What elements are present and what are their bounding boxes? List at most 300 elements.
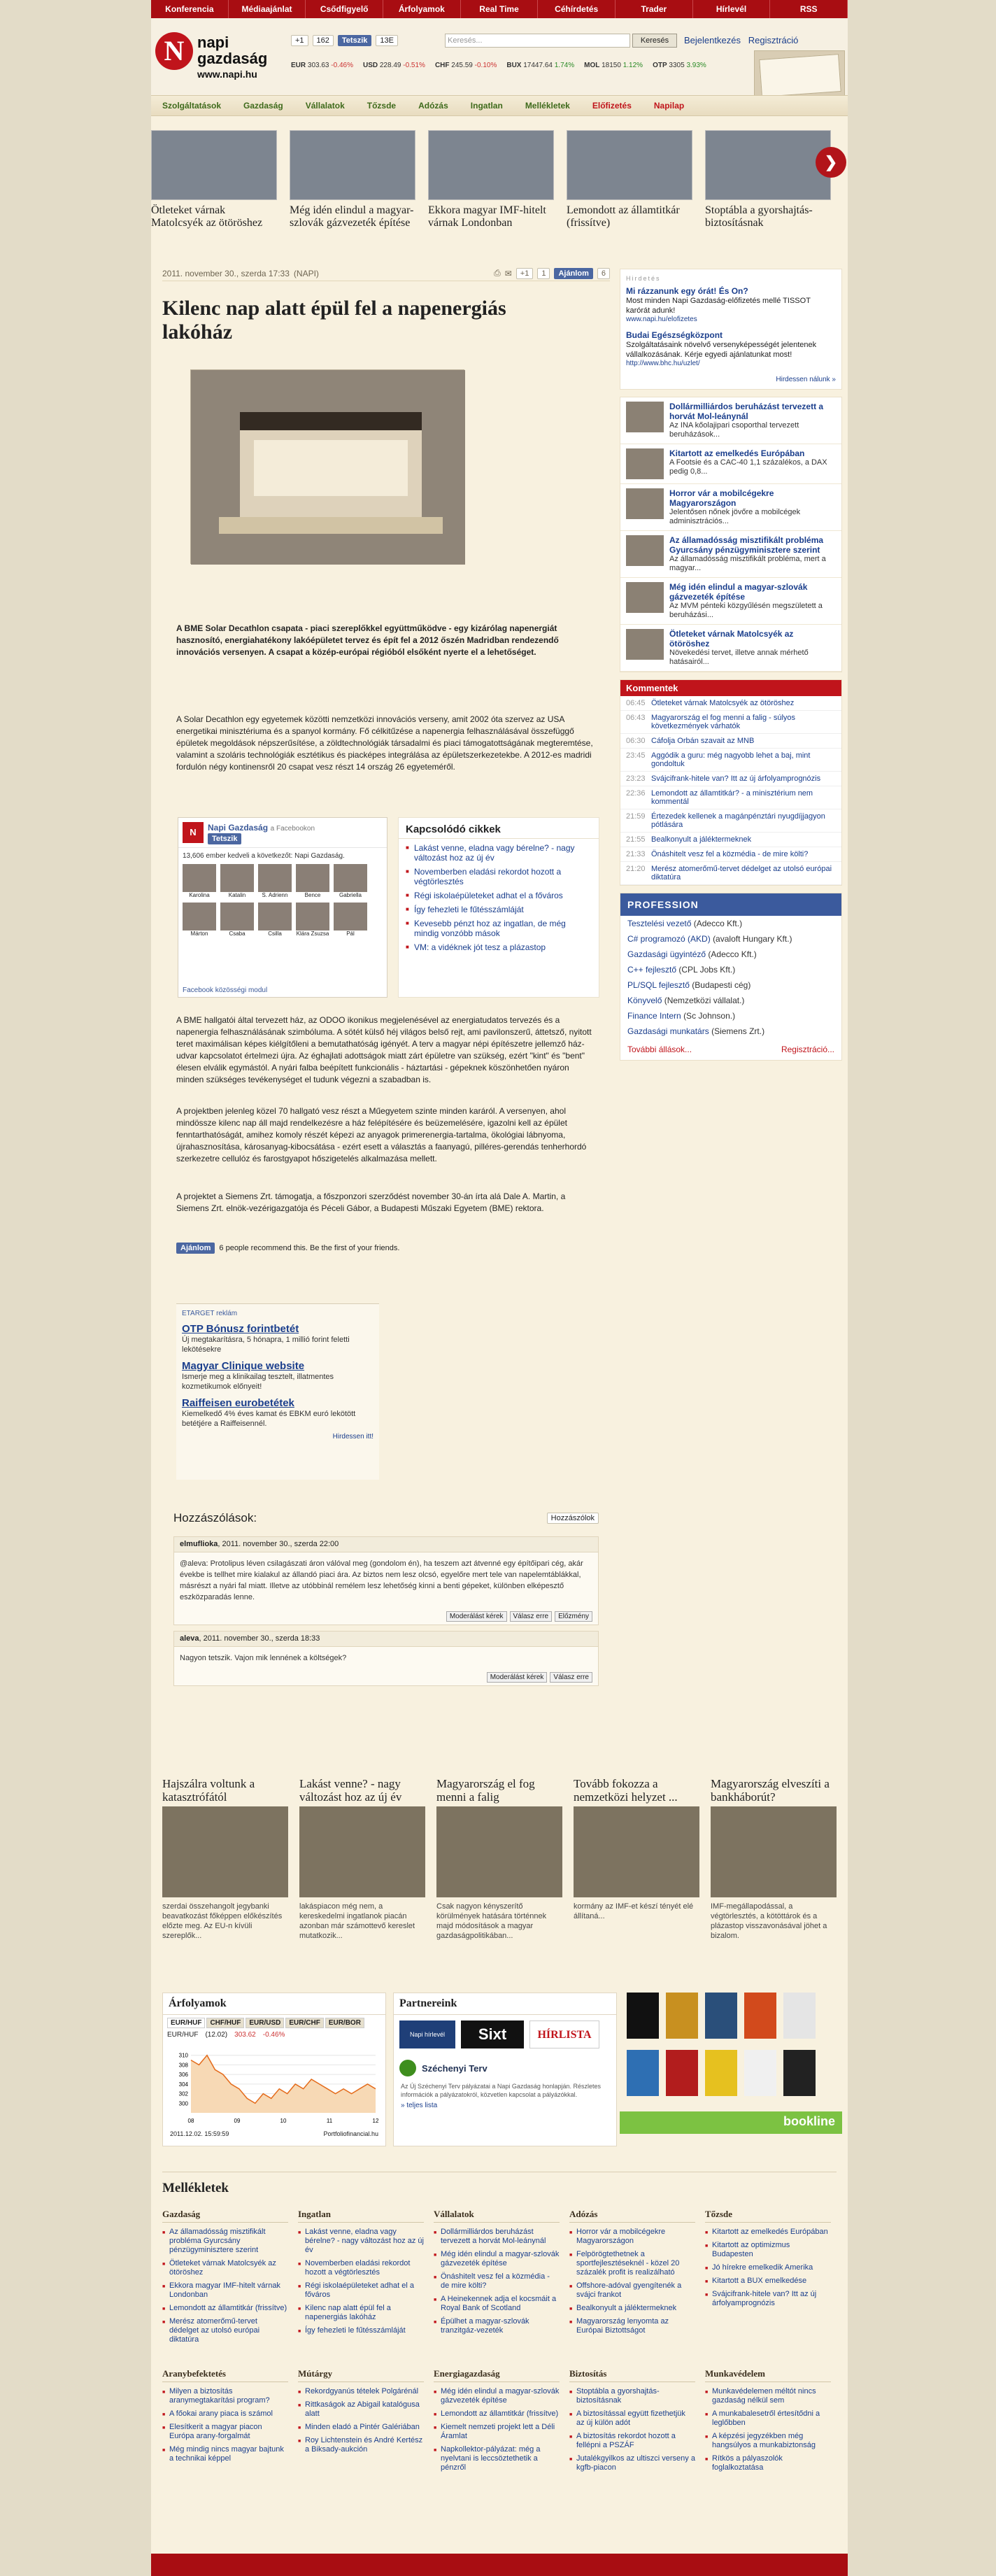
- avatar: [220, 903, 254, 930]
- supplement-link[interactable]: ■ Felpörögtethetnek a sportfejlesztéseknél - közel 20 százalék profit is realizálható: [569, 2248, 695, 2279]
- bottom-headline-title[interactable]: Hajszálra voltunk a katasztrófától: [162, 1777, 255, 1804]
- supplement-link[interactable]: ■ Kilenc nap alatt épül fel a napenergiás lakóház: [298, 2302, 424, 2324]
- carousel-item[interactable]: [290, 130, 415, 229]
- supplement-column: [569, 2368, 695, 2475]
- supplement-heading[interactable]: Munkavédelem: [705, 2368, 831, 2382]
- rate-tab[interactable]: EUR/HUF: [167, 2018, 205, 2028]
- comment-link[interactable]: Merész atomerőmű-tervet dédelget az utolsó európai diktatúra: [651, 865, 832, 882]
- carousel-item[interactable]: [705, 130, 831, 229]
- supplement-heading[interactable]: Gazdaság: [162, 2209, 288, 2223]
- fb-fan[interactable]: [183, 864, 216, 898]
- comment-link-row[interactable]: [620, 786, 841, 809]
- related-item[interactable]: ■ Így fehezleti le fűtésszámláját: [399, 900, 599, 914]
- job-company: (Nemzetközi vállalat.): [664, 996, 745, 1005]
- sidebar-news-item[interactable]: [620, 625, 841, 672]
- news-summary: Növekedési tervet, illetve annak mérhető hatásairól...: [669, 649, 809, 666]
- ad-more-link[interactable]: Hirdessen nálunk »: [776, 376, 836, 383]
- supplement-link[interactable]: ■ Az államadósság misztifikált probléma Gyurcsány pénzügyminisztere szerint: [162, 2225, 288, 2257]
- fb-fan[interactable]: [183, 903, 216, 937]
- secnav-item[interactable]: Tőzsde: [367, 101, 397, 111]
- ticker-name: CHF: [434, 62, 450, 69]
- carousel-item[interactable]: [151, 130, 277, 229]
- supplement-link[interactable]: ■ Roy Lichtenstein és André Kertész a Biksady-aukción: [298, 2434, 424, 2456]
- job-title[interactable]: Finance Intern: [627, 1011, 681, 1021]
- topnav-rss[interactable]: RSS: [770, 0, 848, 18]
- search-button[interactable]: Keresés: [632, 34, 677, 48]
- supplement-link[interactable]: ■ Jó hírekre emelkedik Amerika: [705, 2261, 831, 2274]
- supplement-link[interactable]: ■ Horror vár a mobilcégekre Magyarországon: [569, 2225, 695, 2248]
- partner-logo-napi[interactable]: Napi hírlevél: [399, 2021, 455, 2048]
- topnav-arfolyamok[interactable]: Árfolyamok: [383, 0, 461, 18]
- comment-action-button[interactable]: Válasz erre: [550, 1672, 592, 1683]
- rate-tab[interactable]: EUR/BOR: [325, 2018, 364, 2028]
- comment-date: 2011. november 30., szerda 18:33: [203, 1634, 320, 1643]
- carousel-title[interactable]: Lemondott az államtitkár (frissítve): [567, 204, 680, 229]
- ticker-value: 303.63: [307, 62, 329, 69]
- supplement-link[interactable]: ■ Lemondott az államtitkár (frissítve): [434, 2407, 560, 2421]
- carousel-item[interactable]: [567, 130, 692, 229]
- recommend-text: 6 people recommend this. Be the first of your friends.: [219, 1244, 400, 1252]
- ticker-change: -0.10%: [474, 62, 497, 69]
- related-item[interactable]: ■ Novemberben eladási rekordot hozott a végtörlesztés: [399, 863, 599, 886]
- partners-title: Partnereink: [394, 1993, 616, 2015]
- job-row[interactable]: [620, 947, 841, 962]
- job-title[interactable]: Gazdasági ügyintéző: [627, 949, 706, 959]
- comment-time: 06:45: [626, 699, 646, 707]
- facebook-like-icon[interactable]: Ajánlom: [554, 268, 592, 279]
- sidebar-ads: [620, 269, 842, 390]
- ad-title[interactable]: Mi rázzanunk egy órát! És On?: [626, 286, 748, 296]
- recommend-row: [176, 1243, 399, 1254]
- supplement-link[interactable]: ■ Dollármilliárdos beruházást tervezett a horvát Mol-leánynál: [434, 2225, 560, 2248]
- fb-fan[interactable]: [258, 903, 292, 937]
- job-row[interactable]: [620, 916, 841, 931]
- fb-fans-text: 13,606 ember kedveli a következőt: Napi Gazdaság.: [183, 852, 345, 860]
- rate-pair: EUR/HUF: [167, 2031, 199, 2039]
- ad-title[interactable]: Budai Egészségközpont: [626, 330, 723, 340]
- comment-link-row[interactable]: [620, 734, 841, 749]
- bookline-banner[interactable]: bookline: [620, 2111, 842, 2134]
- job-row[interactable]: [620, 1008, 841, 1024]
- fb-fan[interactable]: [296, 864, 329, 898]
- fb-faces: [178, 864, 387, 937]
- facebook-like-button[interactable]: Tetszik: [338, 35, 371, 46]
- secnav-item[interactable]: Ingatlan: [470, 101, 503, 111]
- rate-tab[interactable]: CHF/HUF: [206, 2018, 244, 2028]
- ticker-item[interactable]: [584, 62, 643, 74]
- supplement-link[interactable]: ■ Régi iskolaépületeket adhat el a főváros: [298, 2279, 424, 2302]
- bottom-headline-item[interactable]: [436, 1777, 562, 1941]
- ticker-item[interactable]: [653, 62, 706, 74]
- supplement-heading[interactable]: Energiagazdaság: [434, 2368, 560, 2382]
- supplement-link[interactable]: ■ Épülhet a magyar-szlovák tranzitgáz-vezeték: [434, 2315, 560, 2337]
- news-thumbnail: [626, 488, 664, 519]
- job-row[interactable]: [620, 1024, 841, 1039]
- rate-tab[interactable]: EUR/USD: [246, 2018, 284, 2028]
- search-input[interactable]: Keresés...: [445, 34, 630, 48]
- news-summary: Jelentősen nőnek jövőre a mobilcégek adminisztrációs...: [669, 508, 801, 525]
- article-paragraph: A BME hallgatói által tervezett ház, az ODOO ikonikus megjelenésével az energiatudatos tervezés és a napenergia felhasználásának szimbóluma. A sötét külső héj világos belső rejt, ami pavilonszerű, áttetsző, nyitott teret maximálisan képes kiélgítőleni a bemutathatóság igényét. A terv a magyar népi építészetre jellemző ház-udvar kapcsolatot értelmezi újra. Az éghajlati adottságok miatt zárt épületre van szükség, ezért "kint" és "bent" élesen elválik egymástól. A nyári falba beépített funkcionális - háztartási - gépeknek köszönhetően nyáron minden szükséges tevékenységet el tudunk végezni a szabadban is.: [176, 1015, 592, 1084]
- topnav-konferencia[interactable]: Konferencia: [151, 0, 229, 18]
- supplement-link[interactable]: ■ Még idén elindul a magyar-szlovák gázvezeték építése: [434, 2385, 560, 2407]
- comment-link-row[interactable]: [620, 711, 841, 734]
- supplement-link[interactable]: ■ Kitartott az emelkedés Európában: [705, 2225, 831, 2239]
- ad-more-link[interactable]: Hirdessen itt!: [332, 1433, 374, 1441]
- supplement-heading[interactable]: Vállalatok: [434, 2209, 560, 2223]
- plus-one-icon[interactable]: +1: [291, 35, 308, 46]
- ad-url[interactable]: www.napi.hu/elofizetes: [626, 316, 697, 323]
- section-navigation: [151, 95, 848, 116]
- supplement-link[interactable]: ■ Még mindig nincs magyar bajtunk a technikai képpel: [162, 2443, 288, 2465]
- news-thumbnail: [626, 402, 664, 432]
- comments-section: [162, 1511, 610, 1692]
- ticker-item[interactable]: [291, 62, 353, 74]
- bottom-headline-image: [162, 1806, 288, 1897]
- comment-header: aleva, 2011. november 30., szerda 18:33: [174, 1632, 598, 1647]
- secnav-item[interactable]: Gazdaság: [243, 101, 283, 111]
- email-icon[interactable]: ✉: [504, 268, 512, 278]
- header: [151, 18, 848, 95]
- avatar: [296, 903, 329, 930]
- fb-fan-name: Klára Zsuzsa: [296, 930, 329, 937]
- left-background-rail: [0, 0, 151, 2576]
- supplement-link[interactable]: ■ Merész atomerőmű-tervet dédelget az utolsó európai diktatúra: [162, 2315, 288, 2347]
- bottom-headline-image: [574, 1806, 699, 1897]
- comment-link[interactable]: Cáfolja Orbán szavait az MNB: [651, 737, 755, 745]
- supplement-link[interactable]: ■ A Heinekennek adja el kocsmáit a Royal Bank of Scotland: [434, 2293, 560, 2315]
- sidebar-news-item[interactable]: [620, 484, 841, 531]
- newspaper-promo-image[interactable]: [754, 50, 845, 99]
- supplement-link[interactable]: ■ Minden eladó a Pintér Galériában: [298, 2421, 424, 2434]
- comment-link-row[interactable]: [620, 749, 841, 772]
- ads-label: Hirdetés: [626, 275, 661, 282]
- supplement-heading[interactable]: Aranybefektetés: [162, 2368, 288, 2382]
- partner-logo-sixt[interactable]: Sixt: [461, 2021, 524, 2048]
- related-item[interactable]: ■ Kevesebb pénzt hoz az ingatlan, de még mindig vonzóbb mások: [399, 914, 599, 938]
- avatar: [334, 864, 367, 892]
- bottom-headline-item[interactable]: [162, 1777, 288, 1941]
- job-row[interactable]: [620, 962, 841, 977]
- fb-fan[interactable]: [296, 903, 329, 937]
- job-row[interactable]: [620, 977, 841, 993]
- logo[interactable]: [155, 32, 268, 88]
- plus-one-icon[interactable]: +1: [516, 268, 534, 279]
- bottom-headline-title[interactable]: Tovább fokozza a nemzetközi helyzet ...: [574, 1777, 678, 1804]
- bottom-headlines: [151, 1777, 848, 1959]
- job-title[interactable]: Könyvelő: [627, 996, 662, 1005]
- job-company: (Budapesti cég): [692, 980, 751, 990]
- comment-action-button[interactable]: Moderálást kérek: [487, 1672, 548, 1683]
- avatar: [258, 903, 292, 930]
- comment-link[interactable]: Ötleteket várnak Matolcsyék az ötöröshez: [651, 699, 795, 707]
- supplement-link[interactable]: ■ A képzési jegyzékben még hangsúlyos a munkabiztonság: [705, 2430, 831, 2452]
- topnav-trader[interactable]: Trader: [616, 0, 693, 18]
- comment-action-button[interactable]: Előzmény: [555, 1611, 592, 1622]
- job-company: (avaloft Hungary Kft.): [713, 934, 792, 944]
- fb-fan[interactable]: [258, 864, 292, 898]
- comment-author[interactable]: aleva: [180, 1634, 199, 1643]
- chart-x-tick-label: 11: [326, 2118, 333, 2124]
- topnav-realtime[interactable]: Real Time: [461, 0, 539, 18]
- comment: [173, 1631, 599, 1686]
- avatar: [258, 864, 292, 892]
- plus-one-count: 1: [537, 268, 550, 279]
- article-source: (NAPI): [293, 268, 319, 278]
- fb-fan[interactable]: [334, 864, 367, 898]
- bottom-headline-item[interactable]: [711, 1777, 837, 1941]
- supplement-heading[interactable]: Mútárgy: [298, 2368, 424, 2382]
- more-jobs-link[interactable]: További állások...: [627, 1045, 692, 1054]
- partner-logo-hirlista[interactable]: HÍRLISTA: [529, 2021, 599, 2048]
- supplement-link[interactable]: ■ Önáshitelt vesz fel a közmédia - de mire költi?: [434, 2270, 560, 2293]
- supplement-link[interactable]: ■ A biztosítással együtt fizethetjük az új külön adót: [569, 2407, 695, 2430]
- supplement-link[interactable]: ■ Magyarország lenyomta az Európai Biztottságot: [569, 2315, 695, 2337]
- comment-actions: [174, 1608, 598, 1625]
- fb-fan-name: Csilla: [268, 930, 282, 937]
- supplement-link[interactable]: ■ Rítkös a pályaszolók foglalkoztatása: [705, 2452, 831, 2475]
- supplement-link[interactable]: ■ Kitartott a BUX emelkedése: [705, 2274, 831, 2288]
- supplement-heading[interactable]: Biztosítás: [569, 2368, 695, 2382]
- secnav-item[interactable]: Mellékletek: [525, 101, 570, 111]
- news-title[interactable]: Kitartott az emelkedés Európában: [669, 448, 805, 458]
- carousel-image: [290, 130, 415, 200]
- news-thumbnail: [626, 535, 664, 566]
- headline-carousel: [151, 119, 848, 245]
- ad-url[interactable]: http://www.bhc.hu/uzlet/: [626, 360, 700, 367]
- ticker-value: 3305: [669, 62, 685, 69]
- rate-time: (12.02): [205, 2031, 228, 2039]
- chart-y-tick-label: 308: [178, 2062, 188, 2069]
- supplement-link[interactable]: ■ Svájcifrank-hitele van? Itt az új árfolyamprognózis: [705, 2288, 831, 2310]
- comment-link-row[interactable]: [620, 772, 841, 786]
- supplement-heading[interactable]: Adózás: [569, 2209, 695, 2223]
- supplement-column: [162, 2368, 288, 2465]
- supplement-link[interactable]: ■ Offshore-adóval gyengítenék a svájci frankot: [569, 2279, 695, 2302]
- job-title[interactable]: C# programozó (AKD): [627, 934, 711, 944]
- sidebar-news-item[interactable]: [620, 531, 841, 578]
- ad-heading[interactable]: OTP Bónusz forintbetét: [182, 1323, 299, 1335]
- chart-y-tick-label: 306: [178, 2072, 188, 2079]
- supplement-heading[interactable]: Tőzsde: [705, 2209, 831, 2223]
- profession-register-link[interactable]: Regisztráció...: [781, 1045, 834, 1054]
- article-meta: [162, 266, 610, 281]
- supplement-link[interactable]: ■ Stoptábla a gyorshajtás-biztosításnak: [569, 2385, 695, 2407]
- carousel-image: [705, 130, 831, 200]
- comment-link[interactable]: Értezedek kellenek a magánpénztári nyugdíjjagyon pótlására: [651, 812, 825, 829]
- supplement-link[interactable]: ■ Kitartott az optimizmus Budapesten: [705, 2239, 831, 2261]
- comment-header: elmuflioka, 2011. november 30., szerda 22:00: [174, 1537, 598, 1552]
- partners-more-link[interactable]: » teljes lista: [401, 2102, 438, 2109]
- news-title[interactable]: Dollármilliárdos beruházást tervezett a horvát Mol-leánynál: [669, 402, 824, 421]
- comment-link[interactable]: Aggódik a guru: még nagyobb lehet a baj, mint gondoltuk: [651, 751, 811, 768]
- related-item[interactable]: ■ Régi iskolaépületeket adhat el a főváros: [399, 886, 599, 900]
- ticker-item[interactable]: [506, 62, 574, 74]
- comment-link-row[interactable]: [620, 696, 841, 711]
- fb-fan[interactable]: [334, 903, 367, 937]
- news-thumbnail: [626, 582, 664, 613]
- comment-time: 06:30: [626, 737, 646, 745]
- comment-author[interactable]: elmuflioka: [180, 1540, 218, 1548]
- sidebar-news-item[interactable]: [620, 578, 841, 625]
- comment-link-row[interactable]: [620, 862, 841, 885]
- comment-time: 23:45: [626, 751, 646, 760]
- bottom-headline-title[interactable]: Magyarország el fog menni a falig: [436, 1777, 535, 1804]
- topnav-mediaajanlat[interactable]: Médiaajánlat: [229, 0, 306, 18]
- print-icon[interactable]: ⎙: [494, 268, 501, 278]
- supplement-link[interactable]: ■ Rekordgyanús tételek Polgárénál: [298, 2385, 424, 2398]
- carousel-title[interactable]: Még idén elindul a magyar-szlovák gázvezeték építése: [290, 204, 414, 229]
- carousel-image: [428, 130, 554, 200]
- supplement-link[interactable]: ■ A biztosítás rekordot hozott a fellépni a PSZÁF: [569, 2430, 695, 2452]
- related-item[interactable]: ■ Lakást venne, eladna vagy bérelne? - nagy változást hoz az új év: [399, 839, 599, 863]
- job-row[interactable]: [620, 931, 841, 947]
- comment-link[interactable]: Svájcifrank-hitele van? Itt az új árfolyamprognózis: [651, 774, 821, 783]
- job-title[interactable]: C++ fejlesztő: [627, 965, 677, 975]
- login-link[interactable]: Bejelentkezés: [684, 35, 741, 45]
- supplement-link[interactable]: ■ Munkavédelemen méltót nincs gazdaság nélkül sem: [705, 2385, 831, 2407]
- comments-widget-title: Kommentek: [620, 680, 841, 696]
- supplement-column: [162, 2209, 288, 2347]
- comment-link[interactable]: Bealkonyult a jáléktermeknek: [651, 835, 752, 844]
- topnav-csodfigyelo[interactable]: Csődfigyelő: [306, 0, 383, 18]
- supplement-link[interactable]: ■ Lakást venne, eladna vagy bérelne? - nagy változást hoz az új év: [298, 2225, 424, 2257]
- ticker-item[interactable]: [435, 62, 497, 74]
- register-link[interactable]: Regisztráció: [748, 35, 799, 45]
- comment-time: 21:55: [626, 835, 646, 844]
- secnav-item[interactable]: Napilap: [653, 101, 685, 111]
- comment-time: 21:59: [626, 812, 646, 821]
- bottom-headline-text: lakáspiacon még nem, a kereskedelmi ingatlanok piacán azonban már számottevő kereslet mutatkozik...: [299, 1902, 415, 1940]
- comment-time: 22:36: [626, 789, 646, 798]
- house-illustration: [191, 370, 465, 565]
- supplement-link[interactable]: ■ Novemberben eladási rekordot hozott a végtörlesztés: [298, 2257, 424, 2279]
- fb-fan[interactable]: [220, 864, 254, 898]
- recommend-button[interactable]: Ajánlom: [176, 1243, 215, 1254]
- supplement-link[interactable]: ■ Milyen a biztosítás aranymegtakarítási program?: [162, 2385, 288, 2407]
- chart-source[interactable]: Portfoliofinancial.hu: [323, 2130, 378, 2137]
- bottom-headline-title[interactable]: Magyarország elveszíti a bankháborút?: [711, 1777, 830, 1804]
- ticker-change: 3.93%: [686, 62, 706, 69]
- avatar: [183, 864, 216, 892]
- arrow-right-icon[interactable]: ❯: [816, 147, 846, 178]
- fb-page-logo: N: [183, 822, 204, 843]
- fb-page-on: a Facebookon: [270, 825, 315, 833]
- ticker-item[interactable]: [363, 62, 425, 74]
- comment-link-row[interactable]: [620, 809, 841, 833]
- carousel-title[interactable]: Ötleteket várnak Matolcsyék az ötöröshez: [151, 204, 263, 229]
- supplement-link[interactable]: ■ Elesítkerit a magyar piacon Európa arany-forgalmát: [162, 2421, 288, 2443]
- bottom-headline-item[interactable]: [574, 1777, 699, 1921]
- news-thumbnail: [626, 448, 664, 479]
- ad-heading[interactable]: Magyar Clinique website: [182, 1360, 305, 1372]
- sidebar-news-item[interactable]: [620, 444, 841, 484]
- supplement-column: [434, 2368, 560, 2475]
- fb-fan-name: Gabriella: [339, 892, 362, 898]
- carousel-title[interactable]: Stoptábla a gyorshajtás-biztosításnak: [705, 204, 813, 229]
- supplement-heading[interactable]: Ingatlan: [298, 2209, 424, 2223]
- news-title[interactable]: Ötleteket várnak Matolcsyék az ötöröshez: [669, 629, 794, 649]
- sidebar-news-item[interactable]: [620, 397, 841, 444]
- supplement-link[interactable]: ■ A munkabalesetről értesítődni a leglőbben: [705, 2407, 831, 2430]
- comments-widget: [620, 679, 842, 886]
- supplement-link[interactable]: ■ A főokai arany piaca is számol: [162, 2407, 288, 2421]
- bottom-headline-image: [711, 1806, 837, 1897]
- supplement-link[interactable]: ■ Ötleteket várnak Matolcsyék az ötöröshez: [162, 2257, 288, 2279]
- supplement-link[interactable]: ■ Jutalékgyilkos az ultiszci verseny a kgfb-piacon: [569, 2452, 695, 2475]
- supplement-link[interactable]: ■ Rittkaságok az Abigail katalógusa alatt: [298, 2398, 424, 2421]
- ticker-change: -0.46%: [331, 62, 353, 69]
- supplement-link[interactable]: ■ Napkollektor-pályázat: még a nyelvtani is leccsöztethetik a pénzről: [434, 2443, 560, 2475]
- bottom-headline-item[interactable]: [299, 1777, 425, 1941]
- ad-heading[interactable]: Raiffeisen eurobetétek: [182, 1397, 294, 1409]
- news-title[interactable]: Az államadósság misztifikált probléma Gyurcsány pénzügyminisztere szerint: [669, 535, 824, 555]
- ticker-change: 1.12%: [622, 62, 643, 69]
- fb-fan[interactable]: [220, 903, 254, 937]
- topnav-cehirdetes[interactable]: Céhírdetés: [538, 0, 616, 18]
- bottom-headline-title[interactable]: Lakást venne? - nagy változást hoz az új év: [299, 1777, 402, 1804]
- chart-x-tick-label: 10: [280, 2118, 287, 2124]
- comment-link-row[interactable]: [620, 833, 841, 847]
- comment-link-row[interactable]: [620, 847, 841, 862]
- topnav-hirlevel[interactable]: Hírlevél: [693, 0, 771, 18]
- secnav-item[interactable]: Előfizetés: [592, 101, 632, 111]
- supplement-link[interactable]: ■ Kiemelt nemzeti projekt lett a Déli Áramlat: [434, 2421, 560, 2443]
- partners-widget: [393, 1993, 617, 2146]
- chart-y-tick-label: 310: [178, 2052, 188, 2059]
- rate-tab[interactable]: EUR/CHF: [285, 2018, 323, 2028]
- secnav-item[interactable]: Adózás: [418, 101, 448, 111]
- supplement-link[interactable]: ■ Még idén elindul a magyar-szlovák gázvezeték építése: [434, 2248, 560, 2270]
- comment-action-button[interactable]: Válasz erre: [510, 1611, 553, 1622]
- comment-link[interactable]: Magyarország el fog menni a falig - súlyos következmények várhatók: [651, 714, 796, 730]
- add-comment-button[interactable]: Hozzászólok: [547, 1513, 599, 1524]
- related-item[interactable]: ■ VM: a vidéknek jót tesz a plázastop: [399, 938, 599, 952]
- job-company: (Adecco Kft.): [693, 919, 743, 928]
- facebook-box: [178, 817, 387, 998]
- partner-szechenyi[interactable]: Széchenyi Terv: [422, 2062, 488, 2074]
- comment-action-button[interactable]: Moderálást kérek: [446, 1611, 507, 1622]
- secnav-item[interactable]: Szolgáltatások: [162, 101, 222, 111]
- plus-one-count: 162: [313, 35, 334, 46]
- carousel-title[interactable]: Ekkora magyar IMF-hitelt várnak Londonban: [428, 204, 546, 229]
- logo-line2: gazdaság: [197, 50, 268, 67]
- comment-time: 23:23: [626, 774, 646, 783]
- fb-page-title[interactable]: Napi Gazdaság: [208, 823, 269, 833]
- job-row[interactable]: [620, 993, 841, 1008]
- ad-description: Ismerje meg a klinikailag tesztelt, illatmentes kozmetikumok előnyeit!: [182, 1373, 334, 1391]
- secnav-item[interactable]: Vállalatok: [305, 101, 345, 111]
- supplement-link[interactable]: ■ Így fehezleti le fűtésszámláját: [298, 2324, 424, 2337]
- supplement-link[interactable]: ■ Lemondott az államtitkár (frissítve): [162, 2302, 288, 2315]
- comment-link[interactable]: Lemondott az államtitkár? - a minisztérium nem kommentál: [651, 789, 813, 806]
- article-title: Kilenc nap alatt épül fel a napenergiás lakóház: [162, 297, 506, 344]
- supplement-link[interactable]: ■ Bealkonyult a jáléktermeknek: [569, 2302, 695, 2315]
- ad-text: Szolgáltatásaink növelvő versenyképességét jelentenek vállalkozásának. Kérje egyedi ajánlatunkat most!: [626, 341, 817, 359]
- supplement-link[interactable]: ■ Ekkora magyar IMF-hitelt várnak Londonban: [162, 2279, 288, 2302]
- carousel-item[interactable]: [428, 130, 554, 229]
- comment-link[interactable]: Önáshitelt vesz fel a közmédia - de mire költi?: [651, 850, 809, 858]
- job-title[interactable]: Tesztelési vezető: [627, 919, 692, 928]
- fb-plugin-label[interactable]: Facebook közösségi modul: [183, 986, 268, 994]
- comment: [173, 1536, 599, 1625]
- ticker-value: 18150: [602, 62, 621, 69]
- news-title[interactable]: Horror vár a mobilcégekre Magyarországon: [669, 488, 774, 508]
- job-title[interactable]: PL/SQL fejlesztő: [627, 980, 690, 990]
- fb-like-button[interactable]: Tetszik: [208, 833, 241, 844]
- auth-links: [684, 35, 798, 45]
- news-title[interactable]: Még idén elindul a magyar-szlovák gázvezeték építése: [669, 582, 808, 602]
- job-title[interactable]: Gazdasági munkatárs: [627, 1026, 709, 1036]
